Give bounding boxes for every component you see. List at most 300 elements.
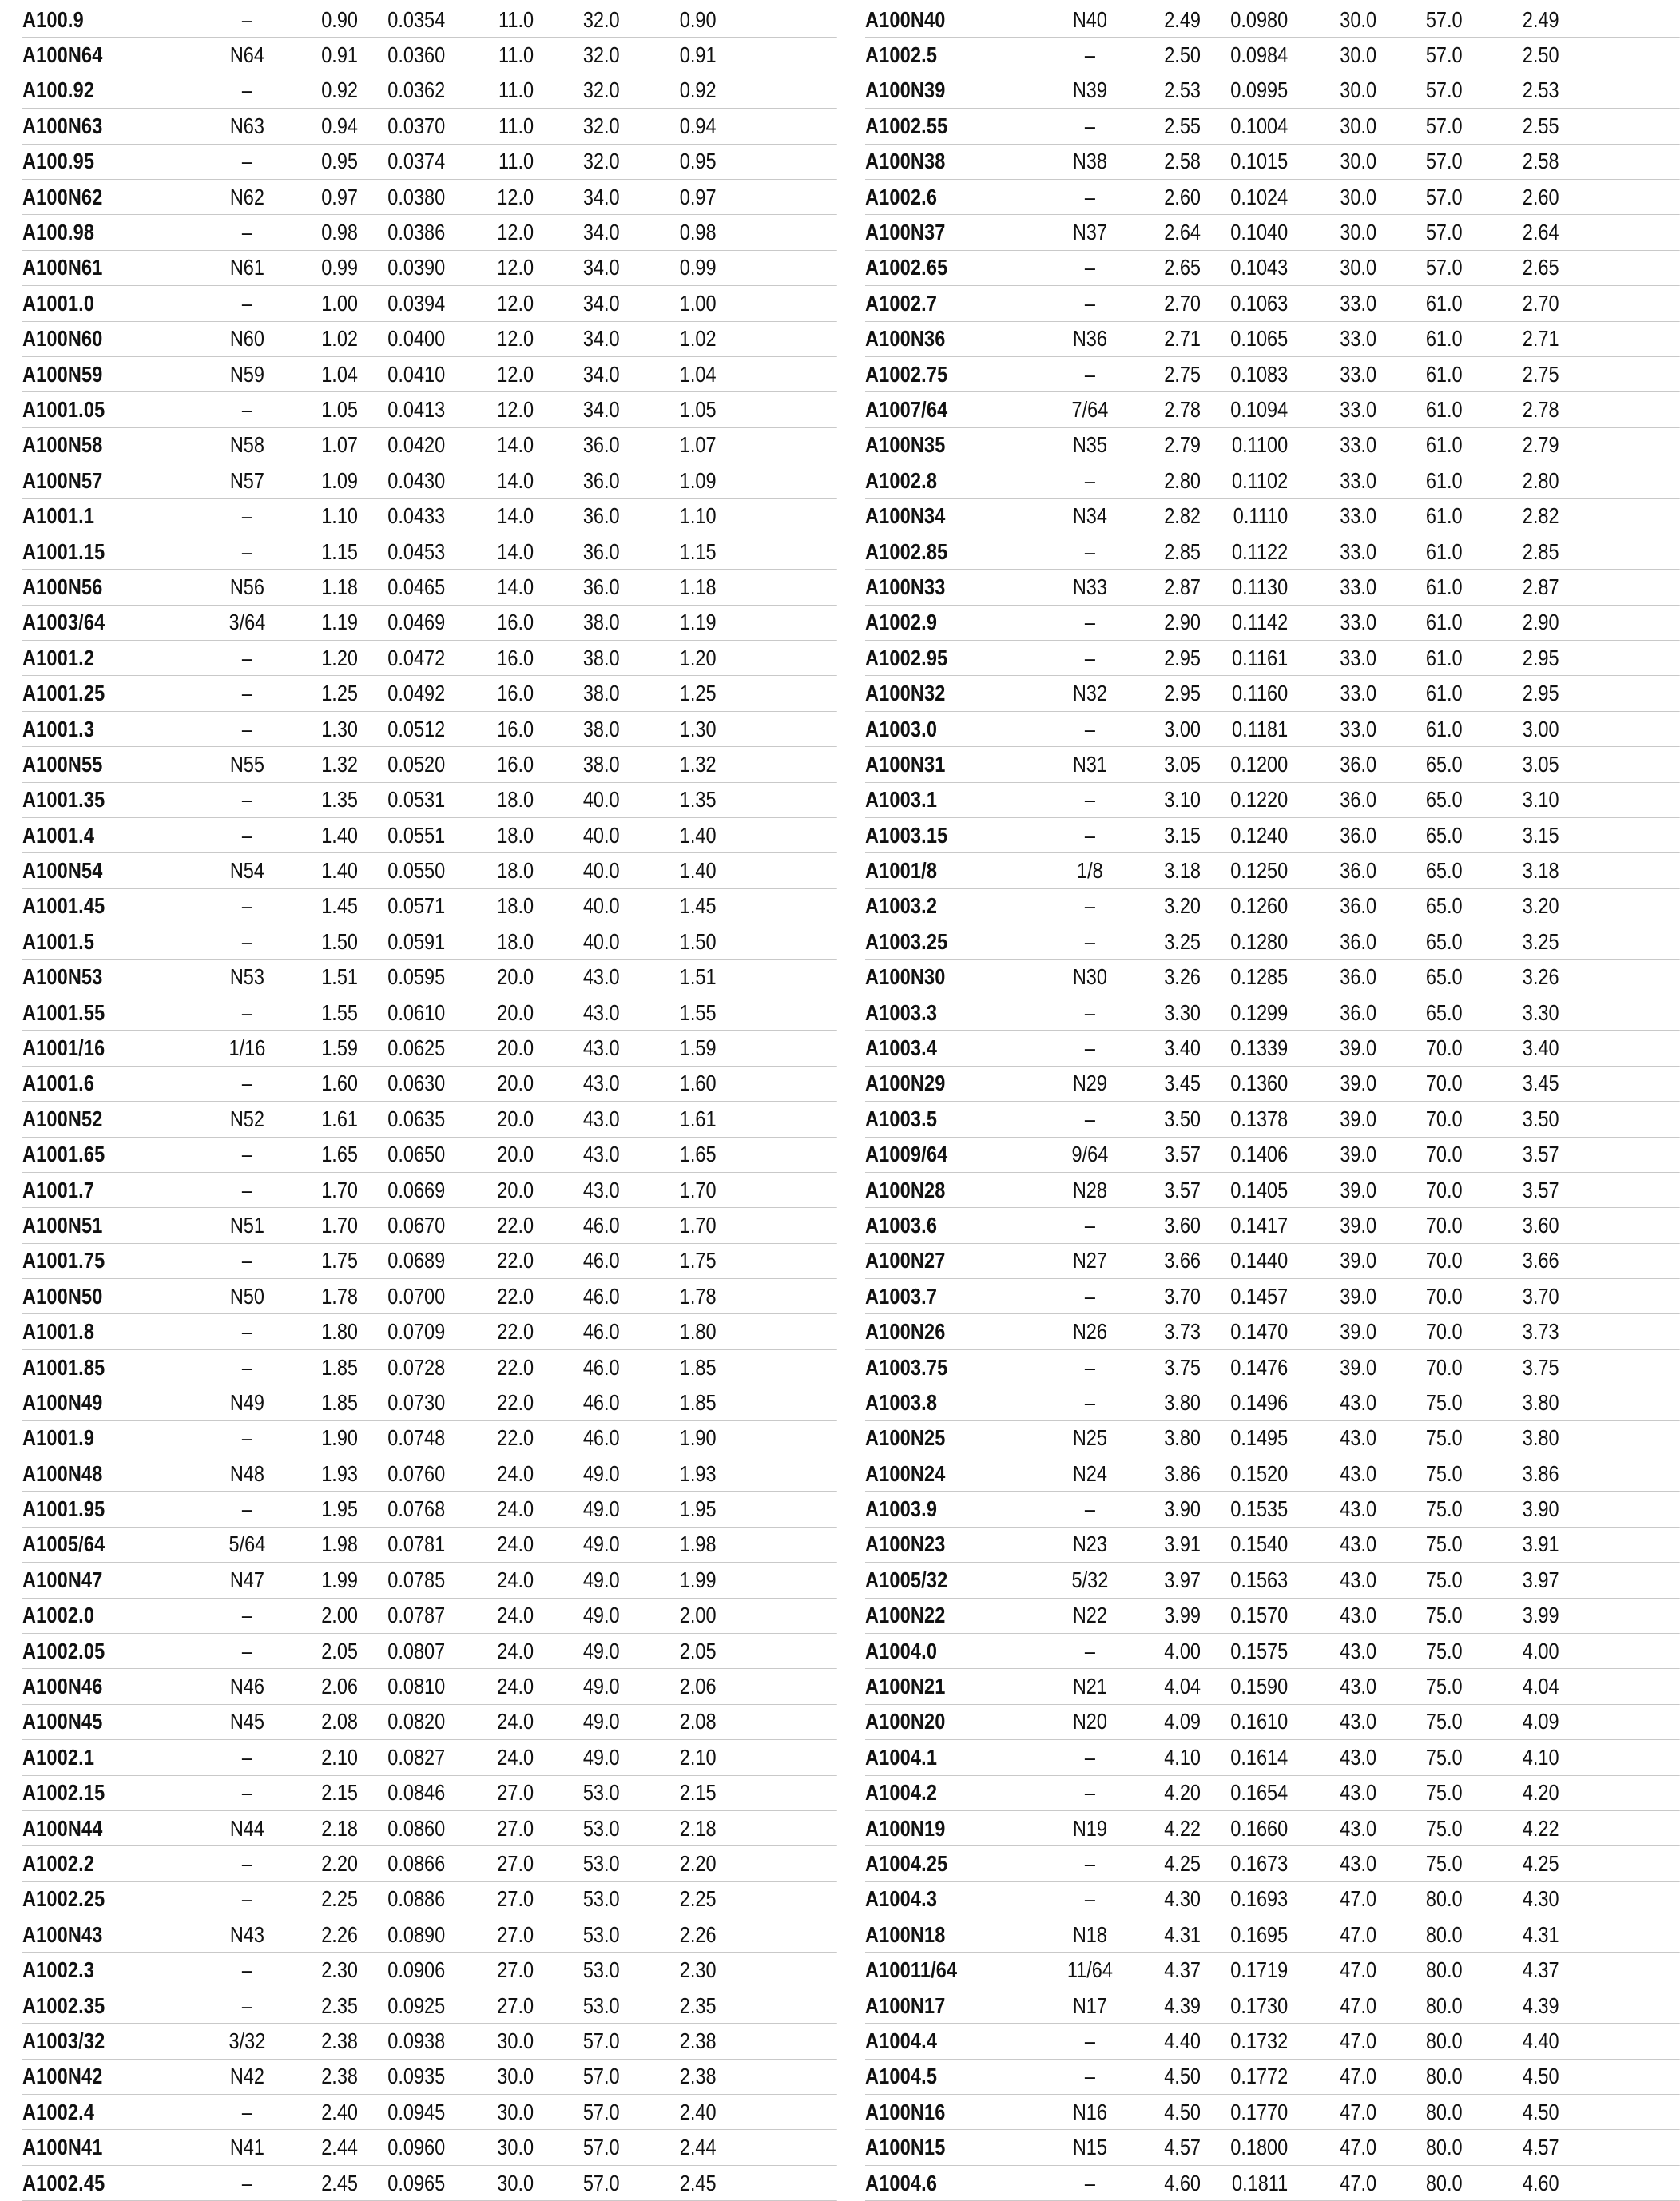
table-row bbox=[22, 2130, 837, 2165]
diameter-mm-cell: 2.38 bbox=[321, 2028, 358, 2053]
table-row bbox=[865, 2130, 1680, 2165]
overall-length-cell: 38.0 bbox=[582, 716, 620, 741]
table-row bbox=[22, 2, 837, 38]
edp-number-cell: A100N54 bbox=[22, 858, 103, 884]
overall-length-cell: 53.0 bbox=[582, 1886, 620, 1912]
shank-diameter-cell: 4.09 bbox=[1522, 1709, 1559, 1734]
flute-length-cell: 12.0 bbox=[497, 184, 534, 209]
overall-length-cell: 57.0 bbox=[582, 2135, 620, 2160]
shank-diameter-cell: 1.93 bbox=[679, 1460, 717, 1486]
shank-diameter-cell: 1.20 bbox=[679, 645, 717, 670]
overall-length-cell: 34.0 bbox=[582, 326, 620, 352]
shank-diameter-cell: 2.55 bbox=[1522, 113, 1559, 138]
diameter-mm-cell: 2.65 bbox=[1164, 255, 1201, 280]
overall-length-cell: 57.0 bbox=[582, 2028, 620, 2053]
overall-length-cell: 49.0 bbox=[582, 1709, 620, 1734]
shank-diameter-cell: 3.91 bbox=[1522, 1532, 1559, 1557]
table-row bbox=[865, 251, 1680, 286]
edp-number-cell: A100N17 bbox=[865, 1992, 946, 2018]
table-row bbox=[22, 38, 837, 73]
size-designation-cell: 1/16 bbox=[228, 1035, 266, 1061]
diameter-mm-cell: 2.82 bbox=[1164, 503, 1201, 529]
diameter-inch-cell: 0.1457 bbox=[1230, 1283, 1289, 1309]
table-row bbox=[865, 995, 1680, 1031]
edp-number-cell: A1001.5 bbox=[22, 928, 95, 954]
table-row bbox=[22, 1528, 837, 1563]
edp-number-cell: A10011/64 bbox=[865, 1957, 958, 1983]
table-row bbox=[865, 783, 1680, 818]
shank-diameter-cell: 1.35 bbox=[679, 787, 717, 812]
edp-number-cell: A100N60 bbox=[22, 326, 103, 352]
diameter-inch-cell: 0.0465 bbox=[387, 574, 446, 599]
overall-length-cell: 80.0 bbox=[1425, 2135, 1463, 2160]
edp-number-cell: A1003.9 bbox=[865, 1496, 938, 1522]
diameter-inch-cell: 0.1299 bbox=[1230, 999, 1289, 1025]
diameter-mm-cell: 2.55 bbox=[1164, 113, 1201, 138]
size-designation-cell: – bbox=[1084, 645, 1095, 670]
diameter-inch-cell: 0.0420 bbox=[387, 432, 446, 458]
flute-length-cell: 20.0 bbox=[497, 1035, 534, 1061]
table-row bbox=[22, 286, 837, 321]
edp-number-cell: A1002.25 bbox=[22, 1886, 105, 1912]
shank-diameter-cell: 0.91 bbox=[679, 42, 717, 68]
diameter-inch-cell: 0.0810 bbox=[387, 1674, 446, 1699]
edp-number-cell: A1004.2 bbox=[865, 1780, 938, 1806]
diameter-inch-cell: 0.1570 bbox=[1230, 1603, 1289, 1628]
table-row bbox=[22, 1634, 837, 1669]
overall-length-cell: 32.0 bbox=[582, 77, 620, 103]
overall-length-cell: 65.0 bbox=[1425, 928, 1463, 954]
diameter-mm-cell: 2.87 bbox=[1164, 574, 1201, 599]
overall-length-cell: 61.0 bbox=[1425, 396, 1463, 422]
flute-length-cell: 30.0 bbox=[1340, 149, 1377, 174]
flute-length-cell: 18.0 bbox=[497, 787, 534, 812]
shank-diameter-cell: 3.57 bbox=[1522, 1177, 1559, 1202]
shank-diameter-cell: 1.50 bbox=[679, 928, 717, 954]
size-designation-cell: N64 bbox=[229, 42, 264, 68]
flute-length-cell: 43.0 bbox=[1340, 1674, 1377, 1699]
diameter-inch-cell: 0.0410 bbox=[387, 361, 446, 387]
table-row bbox=[865, 1882, 1680, 1917]
edp-number-cell: A1004.1 bbox=[865, 1744, 938, 1770]
size-designation-cell: N46 bbox=[229, 1674, 264, 1699]
diameter-inch-cell: 0.1063 bbox=[1230, 290, 1289, 316]
overall-length-cell: 65.0 bbox=[1425, 893, 1463, 919]
edp-number-cell: A100N23 bbox=[865, 1532, 946, 1557]
diameter-inch-cell: 0.0700 bbox=[387, 1283, 446, 1309]
diameter-mm-cell: 4.57 bbox=[1164, 2135, 1201, 2160]
diameter-mm-cell: 2.05 bbox=[321, 1638, 358, 1663]
table-row bbox=[865, 924, 1680, 959]
diameter-inch-cell: 0.0748 bbox=[387, 1425, 446, 1451]
shank-diameter-cell: 2.79 bbox=[1522, 432, 1559, 458]
shank-diameter-cell: 1.80 bbox=[679, 1319, 717, 1345]
size-designation-cell: N63 bbox=[229, 113, 264, 138]
size-designation-cell: – bbox=[1084, 610, 1095, 635]
shank-diameter-cell: 1.19 bbox=[679, 610, 717, 635]
table-row bbox=[22, 1208, 837, 1243]
overall-length-cell: 36.0 bbox=[582, 467, 620, 493]
flute-length-cell: 33.0 bbox=[1340, 610, 1377, 635]
flute-length-cell: 20.0 bbox=[497, 1106, 534, 1131]
diameter-mm-cell: 1.07 bbox=[321, 432, 358, 458]
diameter-mm-cell: 3.26 bbox=[1164, 964, 1201, 990]
size-designation-cell: N47 bbox=[229, 1567, 264, 1592]
shank-diameter-cell: 1.70 bbox=[679, 1212, 717, 1238]
table-row bbox=[22, 1846, 837, 1881]
edp-number-cell: A1003.15 bbox=[865, 822, 948, 848]
size-designation-cell: 5/32 bbox=[1071, 1567, 1109, 1592]
flute-length-cell: 20.0 bbox=[497, 999, 534, 1025]
size-designation-cell: – bbox=[1084, 42, 1095, 68]
overall-length-cell: 36.0 bbox=[582, 432, 620, 458]
edp-number-cell: A100N25 bbox=[865, 1425, 946, 1451]
flute-length-cell: 27.0 bbox=[497, 1921, 534, 1947]
size-designation-cell: – bbox=[241, 1780, 252, 1806]
size-designation-cell: – bbox=[241, 1354, 252, 1380]
overall-length-cell: 38.0 bbox=[582, 610, 620, 635]
diameter-inch-cell: 0.0571 bbox=[387, 893, 446, 919]
edp-number-cell: A1003.4 bbox=[865, 1035, 938, 1061]
overall-length-cell: 57.0 bbox=[1425, 77, 1463, 103]
overall-length-cell: 75.0 bbox=[1425, 1532, 1463, 1557]
shank-diameter-cell: 3.45 bbox=[1522, 1071, 1559, 1096]
table-row bbox=[22, 924, 837, 959]
diameter-mm-cell: 1.10 bbox=[321, 503, 358, 529]
table-row bbox=[865, 1031, 1680, 1066]
overall-length-cell: 34.0 bbox=[582, 184, 620, 209]
flute-length-cell: 39.0 bbox=[1340, 1035, 1377, 1061]
size-designation-cell: – bbox=[1084, 787, 1095, 812]
table-row bbox=[22, 853, 837, 888]
overall-length-cell: 57.0 bbox=[582, 2099, 620, 2124]
shank-diameter-cell: 2.50 bbox=[1522, 42, 1559, 68]
edp-number-cell: A100N45 bbox=[22, 1709, 103, 1734]
shank-diameter-cell: 2.60 bbox=[1522, 184, 1559, 209]
diameter-inch-cell: 0.1476 bbox=[1230, 1354, 1289, 1380]
size-designation-cell: – bbox=[1084, 928, 1095, 954]
flute-length-cell: 33.0 bbox=[1340, 396, 1377, 422]
diameter-inch-cell: 0.0886 bbox=[387, 1886, 446, 1912]
size-designation-cell: N44 bbox=[229, 1815, 264, 1841]
diameter-inch-cell: 0.1405 bbox=[1230, 1177, 1289, 1202]
diameter-inch-cell: 0.0768 bbox=[387, 1496, 446, 1522]
flute-length-cell: 11.0 bbox=[498, 77, 534, 103]
diameter-inch-cell: 0.1417 bbox=[1230, 1212, 1289, 1238]
flute-length-cell: 43.0 bbox=[1340, 1815, 1377, 1841]
table-row bbox=[22, 1385, 837, 1420]
edp-number-cell: A100N51 bbox=[22, 1212, 103, 1238]
table-row bbox=[865, 1563, 1680, 1598]
diameter-inch-cell: 0.1040 bbox=[1230, 220, 1289, 245]
diameter-inch-cell: 0.0820 bbox=[387, 1709, 446, 1734]
size-designation-cell: – bbox=[1084, 1106, 1095, 1131]
shank-diameter-cell: 2.95 bbox=[1522, 645, 1559, 670]
size-designation-cell: N51 bbox=[229, 1212, 264, 1238]
shank-diameter-cell: 4.50 bbox=[1522, 2064, 1559, 2089]
table-row bbox=[865, 1776, 1680, 1811]
size-designation-cell: – bbox=[241, 2099, 252, 2124]
size-designation-cell: N30 bbox=[1072, 964, 1107, 990]
shank-diameter-cell: 3.99 bbox=[1522, 1603, 1559, 1628]
size-designation-cell: – bbox=[241, 77, 252, 103]
edp-number-cell: A1004.0 bbox=[865, 1638, 938, 1663]
overall-length-cell: 40.0 bbox=[582, 893, 620, 919]
size-designation-cell: N38 bbox=[1072, 149, 1107, 174]
edp-number-cell: A100N55 bbox=[22, 751, 103, 777]
left-table bbox=[22, 2, 837, 2201]
edp-number-cell: A1001.45 bbox=[22, 893, 105, 919]
size-designation-cell: – bbox=[1084, 255, 1095, 280]
table-row bbox=[865, 1102, 1680, 1137]
size-designation-cell: – bbox=[241, 220, 252, 245]
overall-length-cell: 75.0 bbox=[1425, 1389, 1463, 1415]
flute-length-cell: 30.0 bbox=[1340, 113, 1377, 138]
overall-length-cell: 43.0 bbox=[582, 964, 620, 990]
shank-diameter-cell: 2.90 bbox=[1522, 610, 1559, 635]
shank-diameter-cell: 1.70 bbox=[679, 1177, 717, 1202]
diameter-mm-cell: 3.60 bbox=[1164, 1212, 1201, 1238]
table-row bbox=[22, 712, 837, 747]
flute-length-cell: 14.0 bbox=[497, 467, 534, 493]
overall-length-cell: 70.0 bbox=[1425, 1106, 1463, 1131]
diameter-mm-cell: 1.19 bbox=[321, 610, 358, 635]
diameter-mm-cell: 2.70 bbox=[1164, 290, 1201, 316]
shank-diameter-cell: 3.25 bbox=[1522, 928, 1559, 954]
flute-length-cell: 14.0 bbox=[497, 574, 534, 599]
flute-length-cell: 18.0 bbox=[497, 822, 534, 848]
diameter-mm-cell: 2.26 bbox=[321, 1921, 358, 1947]
diameter-mm-cell: 3.80 bbox=[1164, 1389, 1201, 1415]
size-designation-cell: – bbox=[1084, 1496, 1095, 1522]
diameter-mm-cell: 2.79 bbox=[1164, 432, 1201, 458]
edp-number-cell: A100N39 bbox=[865, 77, 946, 103]
shank-diameter-cell: 1.02 bbox=[679, 326, 717, 352]
shank-diameter-cell: 3.66 bbox=[1522, 1248, 1559, 1273]
flute-length-cell: 12.0 bbox=[497, 290, 534, 316]
diameter-inch-cell: 0.0362 bbox=[387, 77, 446, 103]
diameter-inch-cell: 0.1673 bbox=[1230, 1851, 1289, 1876]
overall-length-cell: 53.0 bbox=[582, 1780, 620, 1806]
overall-length-cell: 70.0 bbox=[1425, 1319, 1463, 1345]
flute-length-cell: 33.0 bbox=[1340, 574, 1377, 599]
diameter-inch-cell: 0.1360 bbox=[1230, 1071, 1289, 1096]
table-row bbox=[865, 1953, 1680, 1988]
overall-length-cell: 38.0 bbox=[582, 681, 620, 706]
edp-number-cell: A1001.1 bbox=[22, 503, 95, 529]
diameter-inch-cell: 0.1772 bbox=[1230, 2064, 1289, 2089]
overall-length-cell: 75.0 bbox=[1425, 1674, 1463, 1699]
shank-diameter-cell: 1.95 bbox=[679, 1496, 717, 1522]
diameter-mm-cell: 1.93 bbox=[321, 1460, 358, 1486]
edp-number-cell: A100N49 bbox=[22, 1389, 103, 1415]
table-row bbox=[22, 534, 837, 570]
flute-length-cell: 33.0 bbox=[1340, 432, 1377, 458]
diameter-inch-cell: 0.1470 bbox=[1230, 1319, 1289, 1345]
overall-length-cell: 80.0 bbox=[1425, 2099, 1463, 2124]
overall-length-cell: 65.0 bbox=[1425, 858, 1463, 884]
diameter-inch-cell: 0.1730 bbox=[1230, 1992, 1289, 2018]
shank-diameter-cell: 1.59 bbox=[679, 1035, 717, 1061]
flute-length-cell: 22.0 bbox=[497, 1354, 534, 1380]
size-designation-cell: N56 bbox=[229, 574, 264, 599]
overall-length-cell: 40.0 bbox=[582, 858, 620, 884]
diameter-inch-cell: 0.1770 bbox=[1230, 2099, 1289, 2124]
diameter-inch-cell: 0.0827 bbox=[387, 1744, 446, 1770]
edp-number-cell: A100N58 bbox=[22, 432, 103, 458]
size-designation-cell: – bbox=[241, 6, 252, 32]
diameter-mm-cell: 1.61 bbox=[321, 1106, 358, 1131]
diameter-mm-cell: 2.08 bbox=[321, 1709, 358, 1734]
edp-number-cell: A1001.35 bbox=[22, 787, 105, 812]
edp-number-cell: A1002.95 bbox=[865, 645, 948, 670]
size-designation-cell: – bbox=[241, 1603, 252, 1628]
table-row bbox=[22, 606, 837, 641]
table-row bbox=[22, 1173, 837, 1208]
diameter-mm-cell: 1.70 bbox=[321, 1212, 358, 1238]
edp-number-cell: A1002.15 bbox=[22, 1780, 105, 1806]
diameter-inch-cell: 0.1161 bbox=[1232, 645, 1289, 670]
shank-diameter-cell: 2.45 bbox=[679, 2170, 717, 2195]
flute-length-cell: 16.0 bbox=[497, 645, 534, 670]
table-row bbox=[22, 322, 837, 357]
size-designation-cell: N54 bbox=[229, 858, 264, 884]
size-designation-cell: N43 bbox=[229, 1921, 264, 1947]
table-row bbox=[865, 145, 1680, 180]
flute-length-cell: 22.0 bbox=[497, 1212, 534, 1238]
table-row bbox=[22, 1421, 837, 1456]
diameter-inch-cell: 0.0980 bbox=[1230, 6, 1289, 32]
table-row bbox=[22, 1279, 837, 1314]
flute-length-cell: 33.0 bbox=[1340, 361, 1377, 387]
table-row bbox=[865, 960, 1680, 995]
size-designation-cell: – bbox=[241, 681, 252, 706]
size-designation-cell: – bbox=[1084, 1389, 1095, 1415]
table-row bbox=[865, 676, 1680, 711]
table-row bbox=[22, 1456, 837, 1492]
diameter-mm-cell: 1.45 bbox=[321, 893, 358, 919]
diameter-inch-cell: 0.1563 bbox=[1230, 1567, 1289, 1592]
flute-length-cell: 47.0 bbox=[1340, 2028, 1377, 2053]
table-row bbox=[22, 463, 837, 499]
table-row bbox=[22, 180, 837, 215]
diameter-mm-cell: 3.91 bbox=[1164, 1532, 1201, 1557]
table-row bbox=[22, 215, 837, 250]
overall-length-cell: 61.0 bbox=[1425, 290, 1463, 316]
table-row bbox=[22, 960, 837, 995]
overall-length-cell: 49.0 bbox=[582, 1603, 620, 1628]
shank-diameter-cell: 2.00 bbox=[679, 1603, 717, 1628]
edp-number-cell: A100N27 bbox=[865, 1248, 946, 1273]
table-row bbox=[22, 1244, 837, 1279]
shank-diameter-cell: 0.99 bbox=[679, 255, 717, 280]
table-row bbox=[865, 534, 1680, 570]
shank-diameter-cell: 2.38 bbox=[679, 2028, 717, 2053]
diameter-inch-cell: 0.0380 bbox=[387, 184, 446, 209]
table-row bbox=[22, 1669, 837, 1704]
shank-diameter-cell: 1.85 bbox=[679, 1354, 717, 1380]
diameter-mm-cell: 1.51 bbox=[321, 964, 358, 990]
shank-diameter-cell: 3.80 bbox=[1522, 1389, 1559, 1415]
table-row bbox=[22, 1031, 837, 1066]
diameter-inch-cell: 0.0890 bbox=[387, 1921, 446, 1947]
size-designation-cell: – bbox=[1084, 184, 1095, 209]
shank-diameter-cell: 2.20 bbox=[679, 1851, 717, 1876]
diameter-mm-cell: 4.40 bbox=[1164, 2028, 1201, 2053]
diameter-inch-cell: 0.0669 bbox=[387, 1177, 446, 1202]
edp-number-cell: A100N43 bbox=[22, 1921, 103, 1947]
diameter-inch-cell: 0.0689 bbox=[387, 1248, 446, 1273]
size-designation-cell: – bbox=[241, 1886, 252, 1912]
diameter-inch-cell: 0.1240 bbox=[1230, 822, 1289, 848]
diameter-inch-cell: 0.1100 bbox=[1232, 432, 1289, 458]
diameter-mm-cell: 3.57 bbox=[1164, 1142, 1201, 1167]
table-row bbox=[865, 463, 1680, 499]
shank-diameter-cell: 2.25 bbox=[679, 1886, 717, 1912]
size-designation-cell: N24 bbox=[1072, 1460, 1107, 1486]
diameter-inch-cell: 0.1660 bbox=[1230, 1815, 1289, 1841]
diameter-mm-cell: 1.32 bbox=[321, 751, 358, 777]
shank-diameter-cell: 4.31 bbox=[1522, 1921, 1559, 1947]
shank-diameter-cell: 4.10 bbox=[1522, 1744, 1559, 1770]
table-row bbox=[22, 1740, 837, 1775]
overall-length-cell: 40.0 bbox=[582, 822, 620, 848]
flute-length-cell: 47.0 bbox=[1340, 2064, 1377, 2089]
edp-number-cell: A100N64 bbox=[22, 42, 103, 68]
diameter-inch-cell: 0.1024 bbox=[1230, 184, 1289, 209]
shank-diameter-cell: 2.30 bbox=[679, 1957, 717, 1983]
edp-number-cell: A1004.6 bbox=[865, 2170, 938, 2195]
diameter-mm-cell: 1.15 bbox=[321, 538, 358, 564]
size-designation-cell: N25 bbox=[1072, 1425, 1107, 1451]
diameter-inch-cell: 0.0650 bbox=[387, 1142, 446, 1167]
edp-number-cell: A100N20 bbox=[865, 1709, 946, 1734]
diameter-inch-cell: 0.0550 bbox=[387, 858, 446, 884]
size-designation-cell: N26 bbox=[1072, 1319, 1107, 1345]
flute-length-cell: 43.0 bbox=[1340, 1851, 1377, 1876]
flute-length-cell: 36.0 bbox=[1340, 999, 1377, 1025]
table-row bbox=[22, 499, 837, 534]
diameter-mm-cell: 2.95 bbox=[1164, 645, 1201, 670]
size-designation-cell: – bbox=[241, 928, 252, 954]
diameter-mm-cell: 2.10 bbox=[321, 1744, 358, 1770]
table-row bbox=[865, 1067, 1680, 1102]
edp-number-cell: A100N37 bbox=[865, 220, 946, 245]
table-row bbox=[865, 109, 1680, 144]
size-designation-cell: N19 bbox=[1072, 1815, 1107, 1841]
overall-length-cell: 75.0 bbox=[1425, 1709, 1463, 1734]
shank-diameter-cell: 2.40 bbox=[679, 2099, 717, 2124]
table-row bbox=[22, 2095, 837, 2130]
diameter-mm-cell: 2.49 bbox=[1164, 6, 1201, 32]
diameter-inch-cell: 0.1043 bbox=[1230, 255, 1289, 280]
flute-length-cell: 11.0 bbox=[498, 149, 534, 174]
shank-diameter-cell: 0.95 bbox=[679, 149, 717, 174]
table-row bbox=[22, 1776, 837, 1811]
flute-length-cell: 11.0 bbox=[498, 6, 534, 32]
table-row bbox=[22, 1599, 837, 1634]
overall-length-cell: 49.0 bbox=[582, 1460, 620, 1486]
edp-number-cell: A1005/64 bbox=[22, 1532, 105, 1557]
size-designation-cell: – bbox=[1084, 1212, 1095, 1238]
size-designation-cell: N53 bbox=[229, 964, 264, 990]
overall-length-cell: 46.0 bbox=[582, 1319, 620, 1345]
diameter-inch-cell: 0.0866 bbox=[387, 1851, 446, 1876]
diameter-mm-cell: 3.40 bbox=[1164, 1035, 1201, 1061]
shank-diameter-cell: 3.57 bbox=[1522, 1142, 1559, 1167]
shank-diameter-cell: 0.97 bbox=[679, 184, 717, 209]
flute-length-cell: 33.0 bbox=[1340, 326, 1377, 352]
